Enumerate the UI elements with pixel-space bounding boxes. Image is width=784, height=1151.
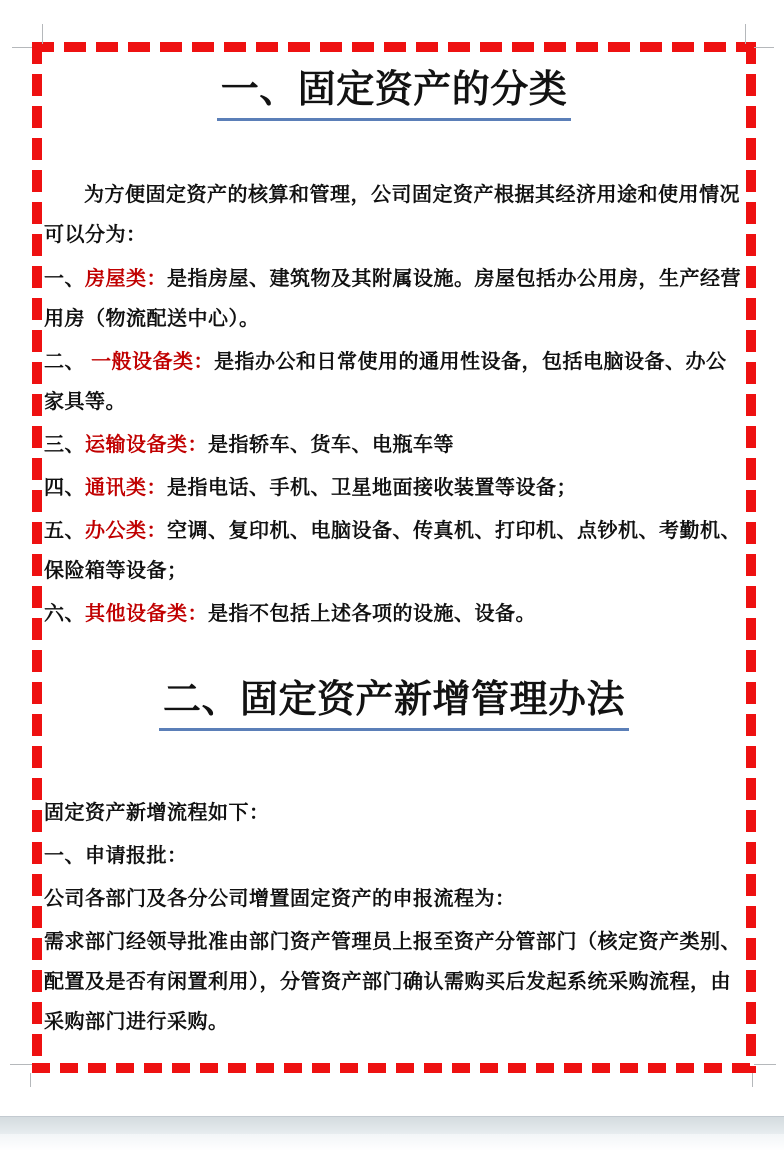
item-category-term: 房屋类： [85, 268, 167, 290]
item-description: 是指房屋、建筑物及其附属设施。房屋包括办公用房，生产经营用房（物流配送中心）。 [44, 268, 741, 330]
classification-item-1 [44, 259, 744, 339]
item-number: 六、 [44, 603, 85, 625]
border-right-edge [746, 42, 756, 1073]
crop-mark-bottom-left-v [30, 1073, 31, 1087]
border-top-edge [32, 42, 756, 52]
intro-paragraph: 为方便固定资产的核算和管理，公司固定资产根据其经济用途和使用情况可以分为： [44, 184, 740, 246]
item-category-term: 办公类： [85, 520, 167, 542]
border-left-edge [32, 42, 42, 1073]
classification-item-3 [44, 425, 744, 465]
crop-mark-top-left-h [12, 47, 32, 48]
classification-item-4 [44, 468, 744, 508]
item-description: 空调、复印机、电脑设备、传真机、打印机、点钞机、考勤机、保险箱等设备； [44, 520, 741, 582]
classification-item-5 [44, 511, 744, 591]
crop-mark-bottom-right-v [752, 1073, 753, 1087]
process-intro-paragraph: 固定资产新增流程如下： [44, 802, 270, 824]
page-separator-bar [0, 1116, 784, 1134]
section-1-heading-text: 一、固定资产的分类 [217, 66, 572, 121]
classification-item-2 [44, 342, 744, 422]
crop-mark-top-right-h [754, 47, 774, 48]
document-content [44, 52, 744, 1045]
section-2-heading [44, 676, 744, 731]
next-page-gap [0, 1134, 784, 1151]
crop-mark-top-left-v [42, 24, 43, 44]
item-category-term: 通讯类： [85, 477, 167, 499]
crop-mark-top-right-v [745, 24, 746, 44]
crop-mark-bottom-left-h [10, 1064, 32, 1065]
item-number: 二、 [44, 351, 92, 373]
item-description: 是指轿车、货车、电瓶车等 [208, 434, 454, 456]
process-step-heading: 一、申请报批： [44, 845, 188, 867]
section-2-heading-text: 二、固定资产新增管理办法 [159, 676, 629, 731]
item-description: 是指办公和日常使用的通用性设备，包括电脑设备、办公家具等。 [44, 351, 727, 413]
process-detail-paragraph: 需求部门经领导批准由部门资产管理员上报至资产分管部门（核定资产类别、配置及是否有闲置利用），分管资产部门确认需购买后发起系统采购流程，由采购部门进行采购。 [44, 931, 741, 1033]
classification-item-6 [44, 594, 744, 634]
process-paragraph: 公司各部门及各分公司增置固定资产的申报流程为： [44, 888, 516, 910]
item-number: 四、 [44, 477, 85, 499]
border-bottom-edge [32, 1063, 756, 1073]
item-number: 一、 [44, 268, 85, 290]
item-category-term: 一般设备类： [91, 351, 215, 373]
item-number: 三、 [44, 434, 85, 456]
crop-mark-bottom-right-h [754, 1064, 776, 1065]
item-description: 是指电话、手机、卫星地面接收装置等设备； [167, 477, 577, 499]
section-1-heading [44, 66, 744, 121]
item-category-term: 运输设备类： [85, 434, 208, 456]
item-number: 五、 [44, 520, 85, 542]
item-category-term: 其他设备类： [85, 603, 208, 625]
item-description: 是指不包括上述各项的设施、设备。 [208, 603, 536, 625]
